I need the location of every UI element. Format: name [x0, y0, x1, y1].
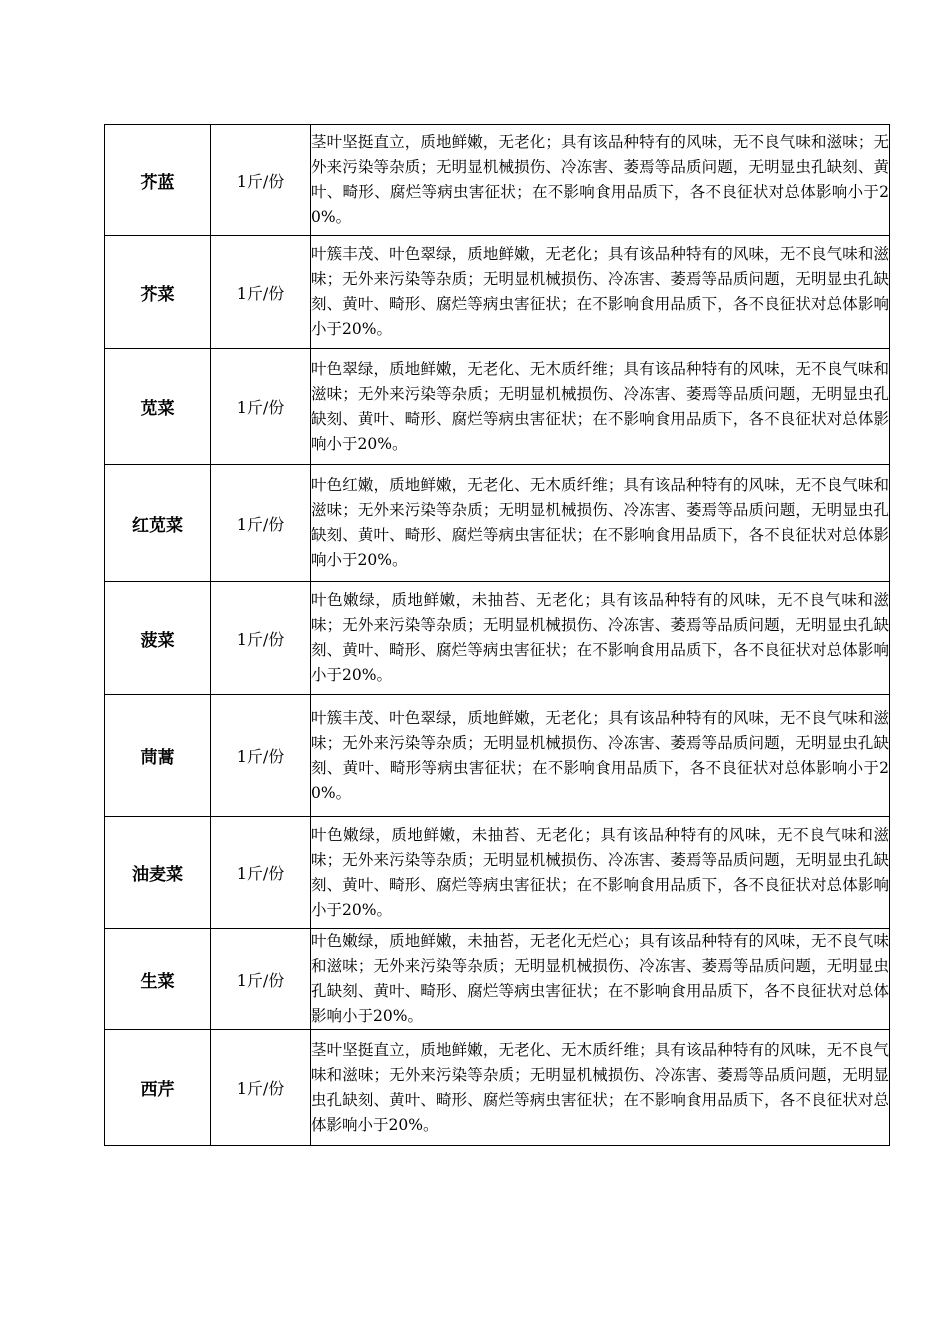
vegetable-name: 茼蒿 — [105, 695, 211, 817]
unit-cell: 1斤/份 — [211, 695, 311, 817]
unit-cell: 1斤/份 — [211, 125, 311, 236]
vegetable-name: 芥菜 — [105, 236, 211, 349]
vegetable-name: 菠菜 — [105, 582, 211, 695]
quality-description: 叶色红嫩，质地鲜嫩，无老化、无木质纤维；具有该品种特有的风味，无不良气味和滋味；无外来污染等杂质；无明显机械损伤、冷冻害、萎焉等品质问题，无明显虫孔缺刻、黄叶、畸形、腐烂等病虫害征状；在不影响食用品质下，各不良征状对总体影响小于20%。 — [311, 465, 890, 582]
vegetable-name: 芥蓝 — [105, 125, 211, 236]
unit-cell: 1斤/份 — [211, 817, 311, 929]
table-row — [105, 125, 890, 236]
unit-cell: 1斤/份 — [211, 929, 311, 1030]
quality-description: 茎叶坚挺直立，质地鲜嫩，无老化、无木质纤维；具有该品种特有的风味，无不良气味和滋味；无外来污染等杂质；无明显机械损伤、冷冻害、萎焉等品质问题，无明显虫孔缺刻、黄叶、畸形、腐烂等病虫害征状；在不影响食用品质下，各不良征状对总体影响小于20%。 — [311, 1030, 890, 1146]
vegetable-spec-table — [104, 124, 890, 1146]
table-row — [105, 349, 890, 465]
quality-description: 茎叶坚挺直立，质地鲜嫩，无老化；具有该品种特有的风味，无不良气味和滋味；无外来污染等杂质；无明显机械损伤、冷冻害、萎焉等品质问题，无明显虫孔缺刻、黄叶、畸形、腐烂等病虫害征状；在不影响食用品质下，各不良征状对总体影响小于20%。 — [311, 125, 890, 236]
quality-description: 叶色嫩绿，质地鲜嫩，未抽苔、无老化；具有该品种特有的风味，无不良气味和滋味；无外来污染等杂质；无明显机械损伤、冷冻害、萎焉等品质问题，无明显虫孔缺刻、黄叶、畸形、腐烂等病虫害征状；在不影响食用品质下，各不良征状对总体影响小于20%。 — [311, 817, 890, 929]
quality-description: 叶色嫩绿，质地鲜嫩，未抽苔，无老化无烂心；具有该品种特有的风味，无不良气味和滋味；无外来污染等杂质；无明显机械损伤、冷冻害、萎焉等品质问题，无明显虫孔缺刻、黄叶、畸形、腐烂等病虫害征状；在不影响食用品质下，各不良征状对总体影响小于20%。 — [311, 929, 890, 1030]
unit-cell: 1斤/份 — [211, 465, 311, 582]
table-row — [105, 817, 890, 929]
unit-cell: 1斤/份 — [211, 1030, 311, 1146]
table-row — [105, 465, 890, 582]
quality-description: 叶簇丰茂、叶色翠绿，质地鲜嫩，无老化；具有该品种特有的风味，无不良气味和滋味；无外来污染等杂质；无明显机械损伤、冷冻害、萎焉等品质问题，无明显虫孔缺刻、黄叶、畸形等病虫害征状；在不影响食用品质下，各不良征状对总体影响小于20%。 — [311, 695, 890, 817]
vegetable-name: 苋菜 — [105, 349, 211, 465]
vegetable-name: 红苋菜 — [105, 465, 211, 582]
table-row — [105, 1030, 890, 1146]
vegetable-name: 油麦菜 — [105, 817, 211, 929]
vegetable-name: 生菜 — [105, 929, 211, 1030]
unit-cell: 1斤/份 — [211, 349, 311, 465]
quality-description: 叶色嫩绿，质地鲜嫩，未抽苔、无老化；具有该品种特有的风味，无不良气味和滋味；无外来污染等杂质；无明显机械损伤、冷冻害、萎焉等品质问题，无明显虫孔缺刻、黄叶、畸形、腐烂等病虫害征状；在不影响食用品质下，各不良征状对总体影响小于20%。 — [311, 582, 890, 695]
quality-description: 叶簇丰茂、叶色翠绿，质地鲜嫩，无老化；具有该品种特有的风味，无不良气味和滋味；无外来污染等杂质；无明显机械损伤、冷冻害、萎焉等品质问题，无明显虫孔缺刻、黄叶、畸形、腐烂等病虫害征状；在不影响食用品质下，各不良征状对总体影响小于20%。 — [311, 236, 890, 349]
quality-description: 叶色翠绿，质地鲜嫩，无老化、无木质纤维；具有该品种特有的风味，无不良气味和滋味；无外来污染等杂质；无明显机械损伤、冷冻害、萎焉等品质问题，无明显虫孔缺刻、黄叶、畸形、腐烂等病虫害征状；在不影响食用品质下，各不良征状对总体影响小于20%。 — [311, 349, 890, 465]
table-row — [105, 929, 890, 1030]
unit-cell: 1斤/份 — [211, 582, 311, 695]
table-row — [105, 582, 890, 695]
unit-cell: 1斤/份 — [211, 236, 311, 349]
table-row — [105, 695, 890, 817]
vegetable-name: 西芹 — [105, 1030, 211, 1146]
table-row — [105, 236, 890, 349]
